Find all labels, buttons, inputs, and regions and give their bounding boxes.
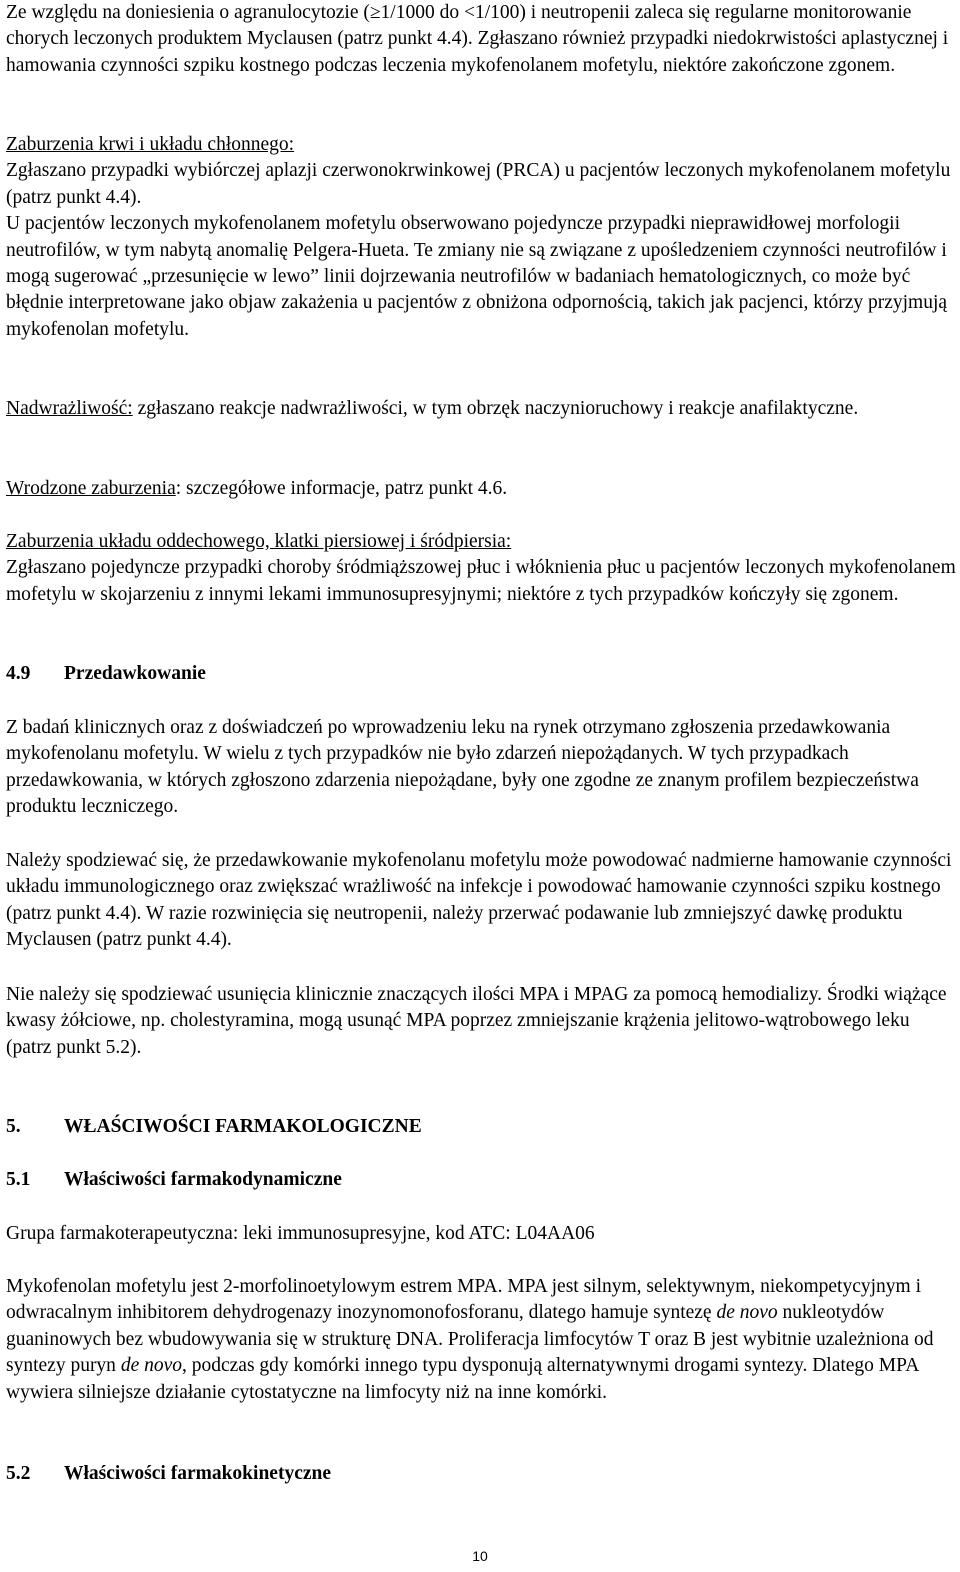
subsection-heading: Zaburzenia układu oddechowego, klatki piersiowej i śródpiersia: (6, 531, 512, 552)
paragraph-text: Nie należy się spodziewać usunięcia klinicznie znaczących ilości MPA i MPAG za pomocą hemodializy. Środki wiążące kwasy żółciowe, np. cholestyramina, mogą usunąć MPA poprzez zmniejszanie krążenia jelitowo-wątrobowego leku (patrz punkt 5.2). (6, 984, 947, 1058)
section-congenital (6, 476, 956, 502)
section-respiratory (6, 529, 956, 608)
section-title: Właściwości farmakokinetyczne (64, 1463, 332, 1484)
paragraph-text-span: nukleotydów guaninowych bez wbudowywania się w strukturę DNA. Proliferacja limfocytów T oraz B jest wybitnie uzależniona od syntezy puryn (6, 1302, 934, 1377)
paragraph-text-span: : szczegółowe informacje, patrz punkt 4.6. (175, 478, 508, 499)
section-heading (6, 661, 956, 687)
subsection-heading: Nadwrażliwość: (6, 398, 133, 419)
paragraph-text-span: , podczas gdy komórki innego typu dysponują alternatywnymi drogami syntezy. Dlatego MPA wywiera silniejsze działanie cytostatyczne na limfocyty niż na inne komórki. (6, 1355, 919, 1403)
section-blood-disorders (6, 132, 956, 343)
overdose-paragraph-3 (6, 982, 956, 1061)
overdose-paragraph-1 (6, 715, 956, 821)
section-hypersensitivity (6, 396, 956, 422)
paragraph-text: U pacjentów leczonych mykofenolanem mofetylu obserwowano pojedyncze przypadki nieprawidłowej morfologii neutrofilów, w tym nabytą anomalię Pelgera-Hueta. Te zmiany nie są związane z upośledzeniem czynności neutrofilów i mogą sugerować „przesunięcie w lewo” linii dojrzewania neutrofilów w badaniach hematologicznych, co może być błędnie interpretowane jako objaw zakażenia u pacjentów z obniżona odpornością, takich jak pacjenci, którzy przyjmują mykofenolan mofetylu. (6, 213, 948, 340)
section-5-2 (6, 1461, 956, 1487)
paragraph-text: Grupa farmakoterapeutyczna: leki immunosupresyjne, kod ATC: L04AA06 (6, 1223, 595, 1244)
section-number: 5.1 (6, 1169, 31, 1190)
section-4-9 (6, 661, 956, 687)
section-title: Właściwości farmakodynamiczne (64, 1169, 342, 1190)
paragraph-text: Należy spodziewać się, że przedawkowanie mykofenolanu mofetylu może powodować nadmierne hamowanie czynności układu immunologicznego oraz zwiększać wrażliwość na infekcje i powodować hamowanie czynności szpiku kostnego (patrz punkt 4.4). W razie rozwinięcia się neutropenii, należy przerwać podawanie lub zmniejszyć dawkę produktu Myclausen (patrz punkt 4.4). (6, 850, 952, 951)
section-5-1 (6, 1167, 956, 1193)
paragraph-text-span: Mykofenolan mofetylu jest 2-morfolinoetylowym estrem MPA. MPA jest silnym, selektywnym, niekompetycyjnym i odwracalnym inhibitorem dehydrogenazy inozynomonofosforanu, dlatego hamuje syntezę (6, 1276, 921, 1324)
page-number: 10 (472, 1548, 488, 1564)
subsection-heading: Zaburzenia krwi i układu chłonnego: (6, 134, 295, 155)
paragraph-text (6, 396, 956, 422)
atc-paragraph (6, 1221, 956, 1247)
section-number: 4.9 (6, 663, 31, 684)
paragraph-text-span: zgłaszano reakcje nadwrażliwości, w tym obrzęk naczynioruchowy i reakcje anafilaktyczne. (132, 398, 859, 419)
section-heading (6, 1167, 956, 1193)
paragraph-text: Z badań klinicznych oraz z doświadczeń po wprowadzeniu leku na rynek otrzymano zgłoszenia przedawkowania mykofenolanu mofetylu. W wielu z tych przypadków nie było zdarzeń niepożądanych. W tych przypadkach przedawkowania, w których zgłoszono zdarzenia niepożądane, były one zgodne ze znanym profilem bezpieczeństwa produktu leczniczego. (6, 717, 919, 818)
section-number: 5. (6, 1116, 21, 1137)
section-5 (6, 1114, 956, 1140)
italic-term: de novo (120, 1355, 182, 1377)
section-number: 5.2 (6, 1463, 31, 1484)
section-heading (6, 1114, 956, 1140)
italic-term: de novo (716, 1302, 778, 1324)
overdose-paragraph-2 (6, 848, 956, 954)
section-heading (6, 1461, 956, 1487)
paragraph-text: Zgłaszano przypadki wybiórczej aplazji czerwonokrwinkowej (PRCA) u pacjentów leczonych mykofenolanem mofetylu (patrz punkt 4.4). (6, 160, 951, 208)
paragraph-text (6, 476, 956, 502)
paragraph-text: Zgłaszano pojedyncze przypadki choroby śródmiąższowej płuc i włóknienia płuc u pacjentów leczonych mykofenolanem mofetylu w skojarzeniu z innymi lekami immunosupresyjnymi; niektóre z tych przypadków kończyły się zgonem. (6, 557, 956, 605)
subsection-heading: Wrodzone zaburzenia (6, 478, 176, 499)
pharmacodynamics-paragraph (6, 1274, 956, 1406)
section-title: Przedawkowanie (64, 663, 206, 684)
paragraph-text: Ze względu na doniesienia o agranulocytozie (≥1/1000 do <1/100) i neutropenii zaleca się regularne monitorowanie chorych leczonych produktem Myclausen (patrz punkt 4.4). Zgłaszano również przypadki niedokrwistości aplastycznej i hamowania czynności szpiku kostnego podczas leczenia mykofenolanem mofetylu, niektóre zakończone zgonem. (6, 2, 949, 76)
paragraph-text (6, 1274, 956, 1406)
section-title: WŁAŚCIWOŚCI FARMAKOLOGICZNE (64, 1116, 422, 1137)
paragraph-agranulocytosis (6, 0, 956, 79)
